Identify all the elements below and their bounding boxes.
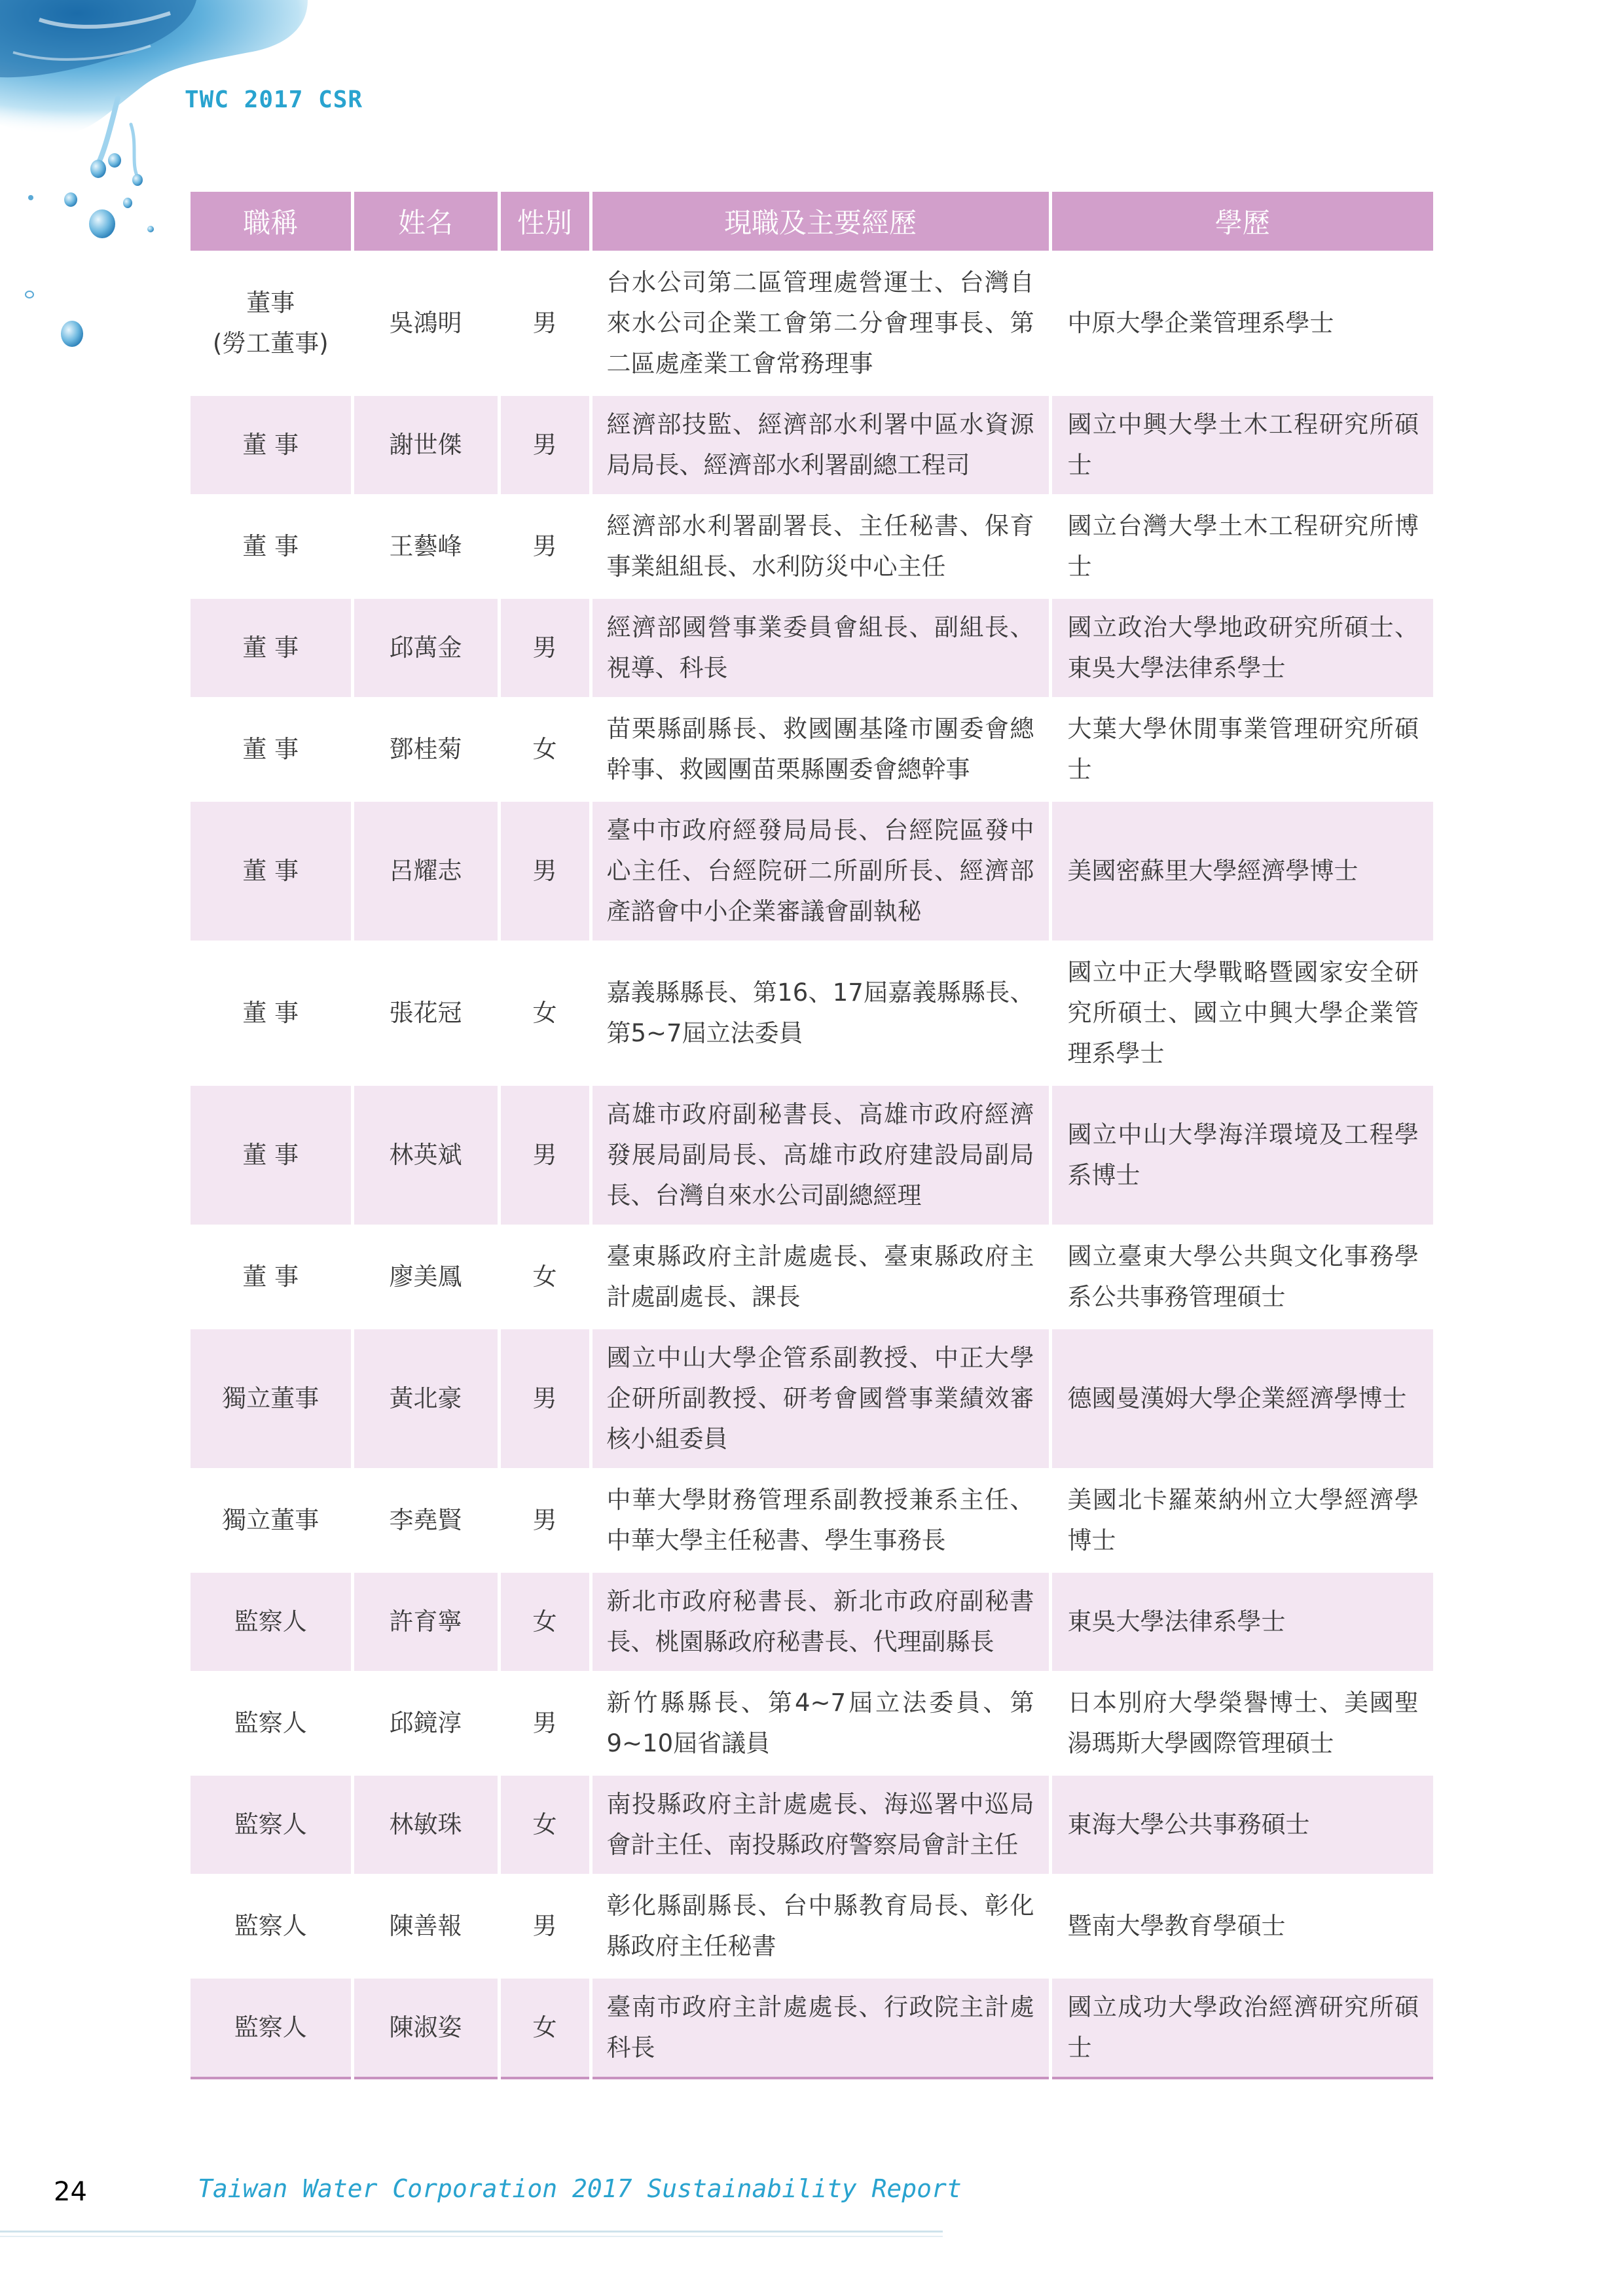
- row-education: 國立中興大學土木工程研究所碩士: [1050, 395, 1433, 496]
- row-experience: 臺南市政府主計處處長、行政院主計處科長: [591, 1977, 1050, 2079]
- table-row: [191, 800, 1433, 942]
- row-title: 監察人: [191, 1876, 352, 1977]
- row-title: 監察人: [191, 1977, 352, 2079]
- row-education: 大葉大學休閒事業管理研究所碩士: [1050, 699, 1433, 800]
- row-experience: 苗栗縣副縣長、救國團基隆市團委會總幹事、救國團苗栗縣團委會總幹事: [591, 699, 1050, 800]
- table-row: [191, 598, 1433, 699]
- table-row: [191, 1085, 1433, 1227]
- row-gender: 男: [499, 496, 591, 598]
- row-name: 廖美鳳: [352, 1227, 499, 1328]
- row-name: 林敏珠: [352, 1774, 499, 1876]
- table-row: [191, 1328, 1433, 1470]
- table-row: [191, 253, 1433, 395]
- row-experience: 國立中山大學企管系副教授、中正大學企研所副教授、研考會國營事業績效審核小組委員: [591, 1328, 1050, 1470]
- row-name: 邱萬金: [352, 598, 499, 699]
- row-title: 董 事: [191, 496, 352, 598]
- row-name: 陳善報: [352, 1876, 499, 1977]
- row-name: 陳淑姿: [352, 1977, 499, 2079]
- row-title: 董 事: [191, 1085, 352, 1227]
- table-row: [191, 395, 1433, 496]
- row-education: 東海大學公共事務碩士: [1050, 1774, 1433, 1876]
- row-title: 董 事: [191, 800, 352, 942]
- row-title: 監察人: [191, 1571, 352, 1673]
- row-education: 東吳大學法律系學士: [1050, 1571, 1433, 1673]
- row-gender: 女: [499, 1571, 591, 1673]
- table-row: [191, 496, 1433, 598]
- row-education: 中原大學企業管理系學士: [1050, 253, 1433, 395]
- row-name: 李堯賢: [352, 1470, 499, 1571]
- header-gender: 性別: [499, 192, 591, 253]
- row-experience: 台水公司第二區管理處營運士、台灣自來水公司企業工會第二分會理事長、第二區處產業工會常務理事: [591, 253, 1050, 395]
- row-education: 國立成功大學政治經濟研究所碩士: [1050, 1977, 1433, 2079]
- row-experience: 南投縣政府主計處處長、海巡署中巡局會計主任、南投縣政府警察局會計主任: [591, 1774, 1050, 1876]
- footer-divider-secondary: [0, 2236, 943, 2237]
- row-education: 日本別府大學榮譽博士、美國聖湯瑪斯大學國際管理碩士: [1050, 1673, 1433, 1774]
- row-education: 國立臺東大學公共與文化事務學系公共事務管理碩士: [1050, 1227, 1433, 1328]
- row-experience: 中華大學財務管理系副教授兼系主任、中華大學主任秘書、學生事務長: [591, 1470, 1050, 1571]
- row-education: 國立中正大學戰略暨國家安全研究所碩士、國立中興大學企業管理系學士: [1050, 942, 1433, 1085]
- row-name: 呂耀志: [352, 800, 499, 942]
- row-gender: 男: [499, 598, 591, 699]
- row-title: 獨立董事: [191, 1328, 352, 1470]
- row-gender: 男: [499, 1876, 591, 1977]
- row-experience: 臺東縣政府主計處處長、臺東縣政府主計處副處長、課長: [591, 1227, 1050, 1328]
- row-name: 謝世傑: [352, 395, 499, 496]
- row-gender: 女: [499, 942, 591, 1085]
- row-gender: 女: [499, 699, 591, 800]
- row-title: 監察人: [191, 1774, 352, 1876]
- row-gender: 男: [499, 1085, 591, 1227]
- row-title: 董 事: [191, 598, 352, 699]
- row-title: 董 事: [191, 699, 352, 800]
- row-experience: 嘉義縣縣長、第16、17屆嘉義縣縣長、第5~7屆立法委員: [591, 942, 1050, 1085]
- row-title: 董 事: [191, 942, 352, 1085]
- table-header-row: [191, 192, 1433, 253]
- row-title: 董 事: [191, 1227, 352, 1328]
- row-education: 國立政治大學地政研究所碩士、東吳大學法律系學士: [1050, 598, 1433, 699]
- row-name: 許育寧: [352, 1571, 499, 1673]
- row-gender: 男: [499, 800, 591, 942]
- table-row: [191, 1977, 1433, 2079]
- row-name: 吳鴻明: [352, 253, 499, 395]
- row-education: 美國北卡羅萊納州立大學經濟學博士: [1050, 1470, 1433, 1571]
- footer-divider: [0, 2231, 943, 2233]
- row-title: 董 事: [191, 395, 352, 496]
- row-name: 王藝峰: [352, 496, 499, 598]
- table-row: [191, 1227, 1433, 1328]
- row-title: 董事 (勞工董事): [191, 253, 352, 395]
- report-code: TWC 2017 CSR: [185, 86, 363, 113]
- row-education: 暨南大學教育學碩士: [1050, 1876, 1433, 1977]
- table-row: [191, 1673, 1433, 1774]
- row-gender: 女: [499, 1977, 591, 2079]
- table-row: [191, 1774, 1433, 1876]
- row-gender: 男: [499, 1328, 591, 1470]
- table-row: [191, 699, 1433, 800]
- row-gender: 男: [499, 1470, 591, 1571]
- header-education: 學歷: [1050, 192, 1433, 253]
- header-name: 姓名: [352, 192, 499, 253]
- row-name: 林英斌: [352, 1085, 499, 1227]
- row-education: 國立台灣大學土木工程研究所博士: [1050, 496, 1433, 598]
- row-gender: 女: [499, 1774, 591, 1876]
- footer-title: Taiwan Water Corporation 2017 Sustainability Report: [198, 2174, 962, 2203]
- row-experience: 經濟部國營事業委員會組長、副組長、視導、科長: [591, 598, 1050, 699]
- row-experience: 新竹縣縣長、第4~7屆立法委員、第9~10屆省議員: [591, 1673, 1050, 1774]
- row-title: 監察人: [191, 1673, 352, 1774]
- row-experience: 彰化縣副縣長、台中縣教育局長、彰化縣政府主任秘書: [591, 1876, 1050, 1977]
- table-row: [191, 942, 1433, 1085]
- row-gender: 男: [499, 395, 591, 496]
- row-experience: 臺中市政府經發局局長、台經院區發中心主任、台經院研二所副所長、經濟部產諮會中小企業審議會副執秘: [591, 800, 1050, 942]
- row-gender: 女: [499, 1227, 591, 1328]
- row-name: 黃北豪: [352, 1328, 499, 1470]
- row-gender: 男: [499, 1673, 591, 1774]
- row-experience: 經濟部技監、經濟部水利署中區水資源局局長、經濟部水利署副總工程司: [591, 395, 1050, 496]
- row-name: 邱鏡淳: [352, 1673, 499, 1774]
- row-experience: 新北市政府秘書長、新北市政府副秘書長、桃園縣政府秘書長、代理副縣長: [591, 1571, 1050, 1673]
- row-experience: 經濟部水利署副署長、主任秘書、保育事業組組長、水利防災中心主任: [591, 496, 1050, 598]
- table-row: [191, 1876, 1433, 1977]
- row-education: 德國曼漢姆大學企業經濟學博士: [1050, 1328, 1433, 1470]
- row-name: 張花冠: [352, 942, 499, 1085]
- board-members-table: [191, 192, 1433, 2079]
- header-experience: 現職及主要經歷: [591, 192, 1050, 253]
- row-gender: 男: [499, 253, 591, 395]
- row-title: 獨立董事: [191, 1470, 352, 1571]
- row-education: 國立中山大學海洋環境及工程學系博士: [1050, 1085, 1433, 1227]
- page-number: 24: [54, 2177, 87, 2207]
- header-title: 職稱: [191, 192, 352, 253]
- table-row: [191, 1571, 1433, 1673]
- table-row: [191, 1470, 1433, 1571]
- row-name: 鄧桂菊: [352, 699, 499, 800]
- row-education: 美國密蘇里大學經濟學博士: [1050, 800, 1433, 942]
- row-experience: 高雄市政府副秘書長、高雄市政府經濟發展局副局長、高雄市政府建設局副局長、台灣自來水公司副總經理: [591, 1085, 1050, 1227]
